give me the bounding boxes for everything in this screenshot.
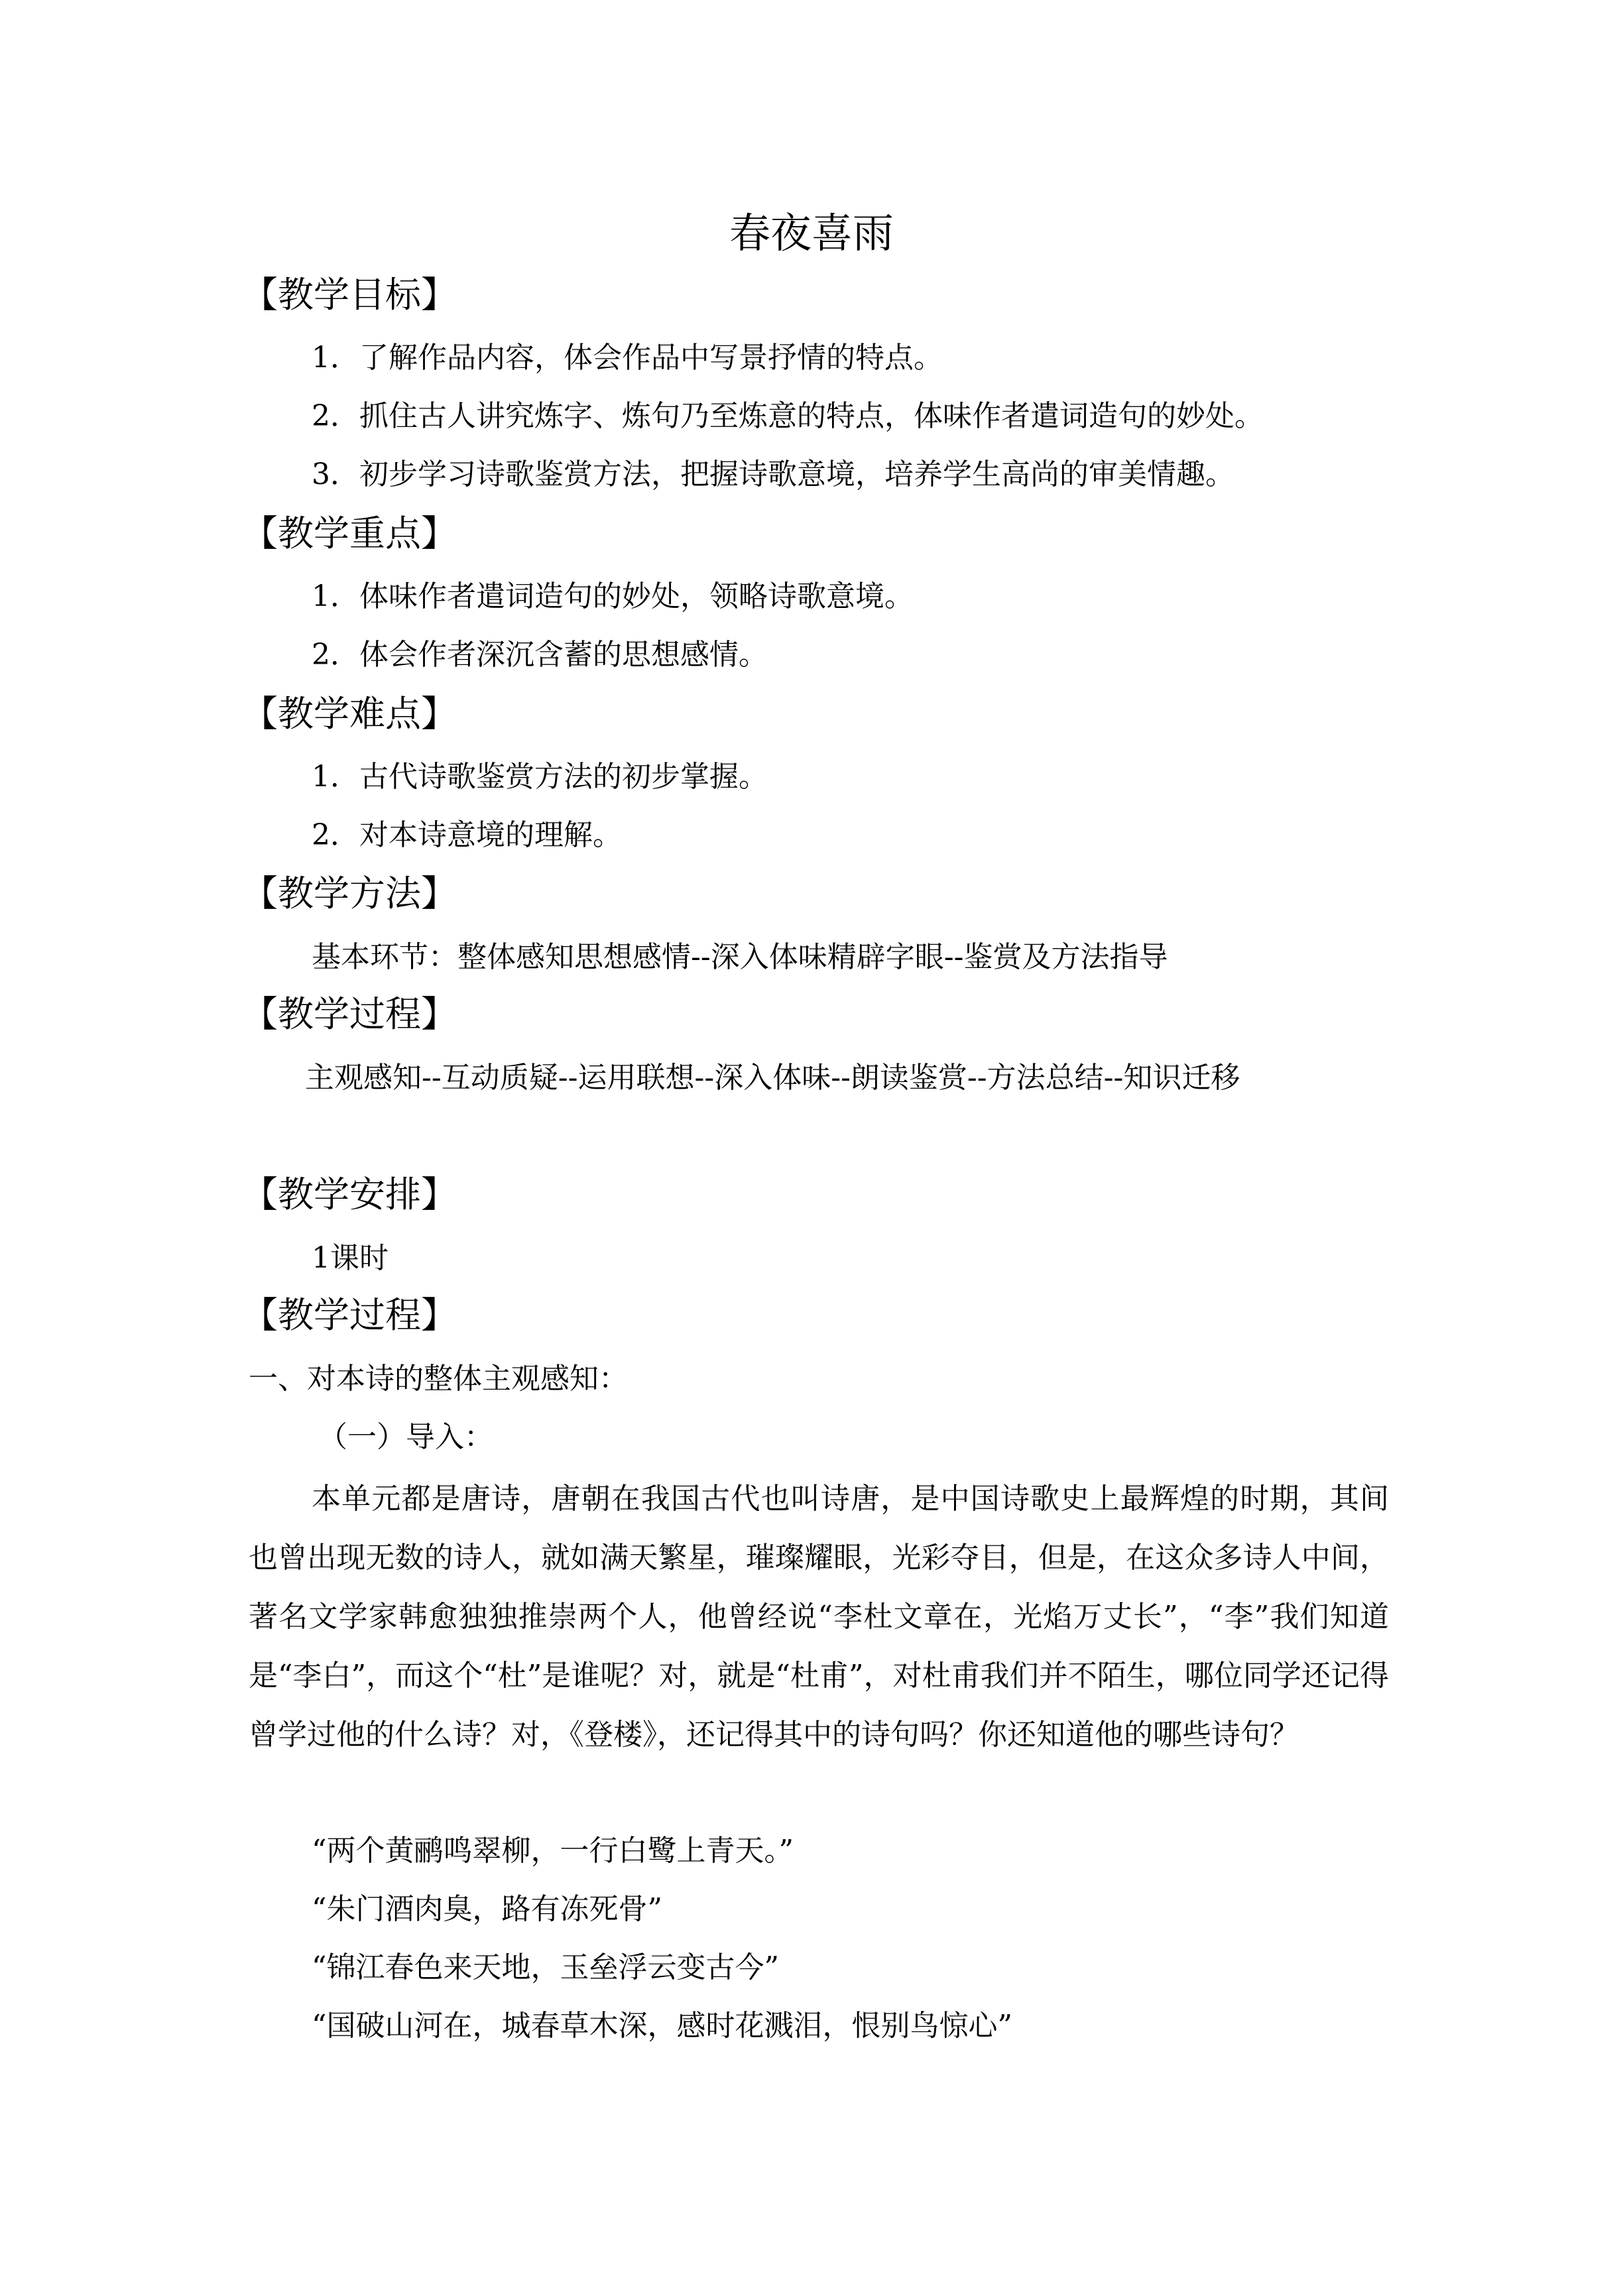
heading-objectives: 【教学目标】 [242, 274, 457, 316]
objective-item-1: 1．了解作品内容，体会作品中写景抒情的特点。 [312, 341, 943, 375]
objective-item-3: 3．初步学习诗歌鉴赏方法，把握诗歌意境，培养学生高尚的审美情趣。 [312, 457, 1234, 491]
intro-paragraph: 本单元都是唐诗，唐朝在我国古代也叫诗唐，是中国诗歌史上最辉煌的时期，其间也曾出现无数的诗人，就如满天繁星，璀璨耀眼，光彩夺目，但是，在这众多诗人中间，著名文学家韩愈独独推崇两个人，他曾经说“李杜文章在，光焰万丈长”，“李”我们知道是“李白”，而这个“杜”是谁呢？对，就是“杜甫”，对杜甫我们并不陌生，哪位同学还记得曾学过他的什么诗？对，《登楼》，还记得其中的诗句吗？你还知道他的哪些诗句？ [249, 1482, 1389, 1752]
document-title: 春夜喜雨 [729, 209, 894, 257]
key-point-item-1: 1．体味作者遣词造句的妙处，领略诗歌意境。 [312, 579, 914, 613]
methods-text: 基本环节：整体感知思想感情--深入体味精辟字眼--鉴赏及方法指导 [312, 940, 1168, 974]
quote-1: “两个黄鹂鸣翠柳，一行白鹭上青天。” [312, 1834, 794, 1868]
heading-arrangement: 【教学安排】 [242, 1174, 457, 1215]
process-overview-text: 主观感知--互动质疑--运用联想--深入体味--朗读鉴赏--方法总结--知识迁移 [305, 1061, 1240, 1095]
heading-difficulties: 【教学难点】 [242, 693, 457, 735]
heading-key-points: 【教学重点】 [242, 513, 457, 554]
objective-item-2: 2．抓住古人讲究炼字、炼句乃至炼意的特点，体味作者遣词造句的妙处。 [312, 399, 1264, 433]
heading-process: 【教学过程】 [242, 1294, 457, 1336]
heading-process-overview: 【教学过程】 [242, 993, 457, 1035]
process-sub-1: （一）导入： [318, 1420, 493, 1454]
difficulty-item-2: 2．对本诗意境的理解。 [312, 818, 622, 852]
quote-4: “国破山河在，城春草木深，感时花溅泪，恨别鸟惊心” [312, 2009, 1012, 2043]
difficulty-item-1: 1．古代诗歌鉴赏方法的初步掌握。 [312, 760, 768, 794]
quote-2: “朱门酒肉臭，路有冻死骨” [312, 1892, 662, 1926]
process-part-1: 一、对本诗的整体主观感知： [249, 1362, 628, 1396]
heading-methods: 【教学方法】 [242, 873, 457, 914]
quote-3: “锦江春色来天地，玉垒浮云变古今” [312, 1951, 779, 1984]
arrangement-text: 1课时 [312, 1241, 389, 1275]
key-point-item-2: 2．体会作者深沉含蓄的思想感情。 [312, 638, 768, 672]
